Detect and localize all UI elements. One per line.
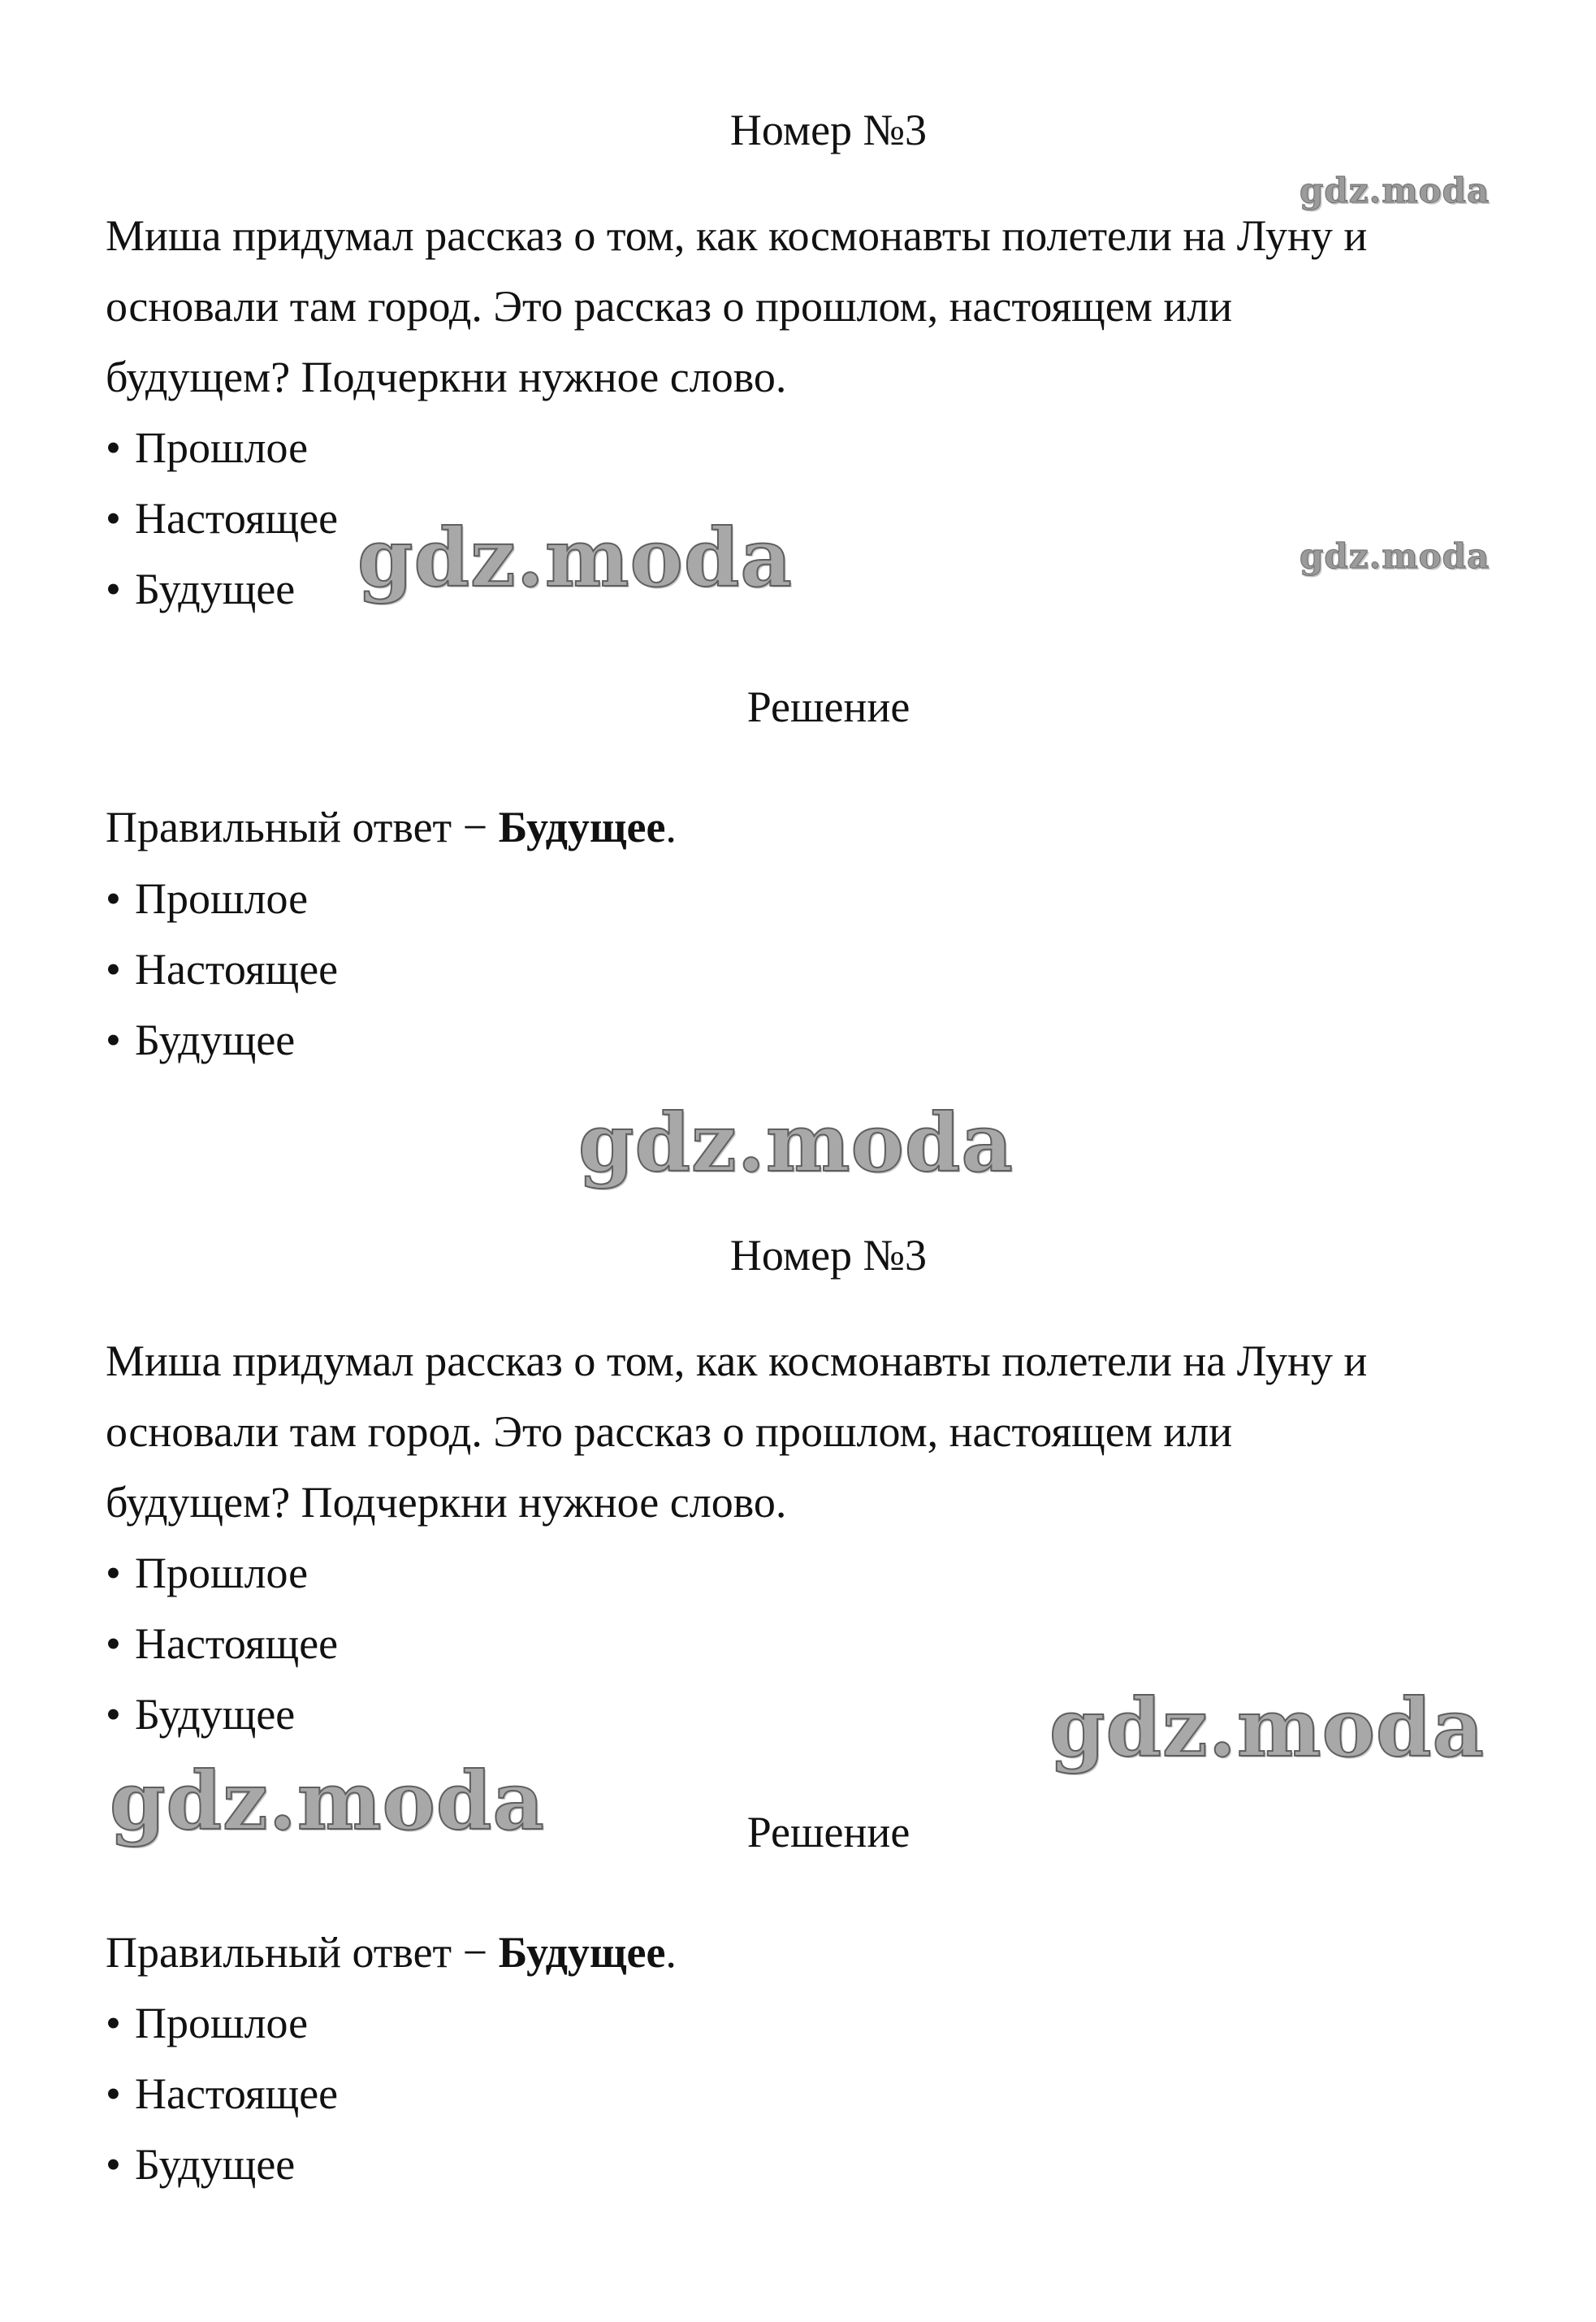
- watermark: gdz.moda: [1300, 171, 1490, 210]
- bullet: •: [106, 874, 121, 923]
- option-label: Будущее: [135, 1690, 296, 1739]
- watermark: gdz.moda: [1049, 1682, 1485, 1775]
- option-item: [106, 561, 295, 617]
- answer-prefix: Правильный ответ −: [106, 1928, 499, 1977]
- question-line: Миша придумал рассказ о том, как космонавты полетели на Луну и: [106, 211, 1368, 260]
- question-line: Миша придумал рассказ о том, как космонавты полетели на Луну и: [106, 1336, 1368, 1385]
- answer-option-label: Прошлое: [135, 874, 309, 923]
- option-label: Настоящее: [135, 1619, 339, 1668]
- bullet: •: [106, 1549, 121, 1597]
- bullet: •: [106, 1016, 121, 1064]
- watermark: gdz.moda: [357, 512, 793, 605]
- answer-line: [106, 1924, 677, 1981]
- question-line: будущем? Подчеркни нужное слово.: [106, 1478, 787, 1527]
- answer-option-item: [106, 2065, 338, 2122]
- answer-option-item: [106, 1995, 308, 2051]
- answer-option-label: Прошлое: [135, 1999, 309, 2047]
- solution-heading: Решение: [746, 682, 910, 731]
- option-item: [106, 1544, 308, 1601]
- answer-option-item: [106, 870, 308, 927]
- bullet: •: [106, 1619, 121, 1668]
- bullet: •: [106, 945, 121, 994]
- question-line: основали там город. Это рассказ о прошлом, настоящем или: [106, 282, 1233, 331]
- answer-suffix: .: [665, 1928, 677, 1977]
- answer-line: [106, 799, 677, 856]
- bullet: •: [106, 423, 121, 472]
- bullet: •: [106, 1999, 121, 2047]
- question-line: будущем? Подчеркни нужное слово.: [106, 353, 787, 401]
- answer-option-item: [106, 941, 338, 998]
- option-label: Настоящее: [135, 494, 339, 543]
- answer-suffix: .: [665, 803, 677, 851]
- bullet: •: [106, 2069, 121, 2118]
- answer-option-label: Будущее: [135, 1016, 296, 1064]
- watermark: gdz.moda: [110, 1755, 545, 1848]
- watermark: gdz.moda: [578, 1097, 1014, 1190]
- watermark: gdz.moda: [1300, 536, 1490, 576]
- answer-prefix: Правильный ответ −: [106, 803, 499, 851]
- bullet: •: [106, 494, 121, 543]
- bullet: •: [106, 1690, 121, 1739]
- bullet: •: [106, 2140, 121, 2189]
- task-title: Номер №3: [729, 1231, 928, 1280]
- answer-option-item: [106, 1012, 295, 1068]
- answer-option-label: Будущее: [135, 2140, 296, 2189]
- answer-value: Будущее: [498, 1928, 666, 1977]
- option-label: Будущее: [135, 565, 296, 613]
- option-label: Прошлое: [135, 423, 309, 472]
- task-title: Номер №3: [729, 106, 928, 154]
- answer-option-label: Настоящее: [135, 2069, 339, 2118]
- solution-heading: Решение: [746, 1808, 910, 1856]
- option-item: [106, 490, 338, 547]
- answer-option-item: [106, 2136, 295, 2193]
- answer-option-label: Настоящее: [135, 945, 339, 994]
- option-item: [106, 1615, 338, 1672]
- question-line: основали там город. Это рассказ о прошлом, настоящем или: [106, 1407, 1233, 1456]
- option-item: [106, 419, 308, 476]
- option-label: Прошлое: [135, 1549, 309, 1597]
- option-item: [106, 1686, 295, 1743]
- answer-value: Будущее: [498, 803, 666, 851]
- bullet: •: [106, 565, 121, 613]
